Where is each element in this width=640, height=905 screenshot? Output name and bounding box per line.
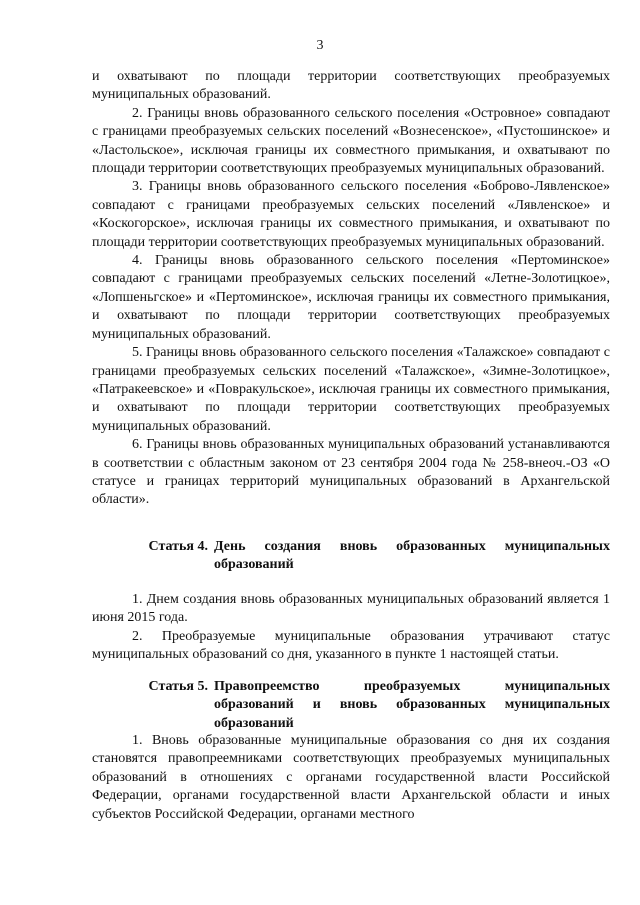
article-4-label: Статья 4. bbox=[148, 539, 208, 554]
article-4-body bbox=[92, 591, 610, 665]
paragraph-2: 2. Границы вновь образованного сельского поселения «Островное» совпадают с границами преобразуемых сельских поселений «Вознесенское», «Пустошинское» и «Ластольское», исключая границы их совместного примыкания, и охватывают по площади территории соответствующих преобразуемых муниципальных образований. bbox=[92, 105, 610, 177]
article-4-paragraph-1: 1. Днем создания вновь образованных муниципальных образований является 1 июня 2015 года. bbox=[92, 592, 610, 626]
article-4-heading bbox=[92, 538, 610, 575]
page-number: 3 bbox=[316, 38, 324, 53]
article-5-paragraph-1: 1. Вновь образованные муниципальные образования со дня их создания становятся правопреемниками соответствующих преобразуемых муниципальных образований в отношениях с органами государственной власти Российской Федерации, органами государственной власти Архангельской области и иных субъектов Российской Федерации, органами местного bbox=[92, 733, 610, 822]
article-5-heading bbox=[92, 678, 610, 733]
paragraph-3: 3. Границы вновь образованного сельского поселения «Боброво-Лявленское» совпадают с границами преобразуемых сельских поселений «Лявленское» и «Коскогорское», исключая границы их совместного примыкания, и охватывают по площади территории соответствующих преобразуемых муниципальных образований. bbox=[92, 179, 610, 250]
paragraph-4: 4. Границы вновь образованного сельского поселения «Пертоминское» совпадают с границами преобразуемых сельских поселений «Летне-Золотицкое», «Лопшеньгское» и «Пертоминское», исключая границы их совместного примыкания, и охватывают по площади территории соответствующих преобразуемых муниципальных образований. bbox=[92, 253, 610, 342]
paragraph-5: 5. Границы вновь образованного сельского поселения «Талажское» совпадают с границами преобразуемых сельских поселений «Талажское», «Зимне-Золотицкое», «Патракеевское» и «Повракульское», исключая границы их совместного примыкания, и охватывают по площади территории соответствующих преобразуемых муниципальных образований. bbox=[92, 345, 610, 434]
article-4-title: День создания вновь образованных муниципальных образований bbox=[214, 539, 610, 573]
article-5-body bbox=[92, 732, 610, 824]
section-top bbox=[92, 68, 610, 510]
paragraph-6: 6. Границы вновь образованных муниципальных образований устанавливаются в соответствии с областным законом от 23 сентября 2004 года № 258-внеоч.-ОЗ «О статусе и границах территорий муниципальных образований в Архангельской области». bbox=[92, 437, 610, 508]
paragraph-continuation: и охватывают по площади территории соответствующих преобразуемых муниципальных образований. bbox=[92, 69, 610, 103]
article-5-title: Правопреемство преобразуемых муниципальных образований и вновь образованных муниципальных образований bbox=[214, 679, 610, 731]
article-5-label: Статья 5. bbox=[148, 679, 208, 694]
article-4-paragraph-2: 2. Преобразуемые муниципальные образования утрачивают статус муниципальных образований со дня, указанного в пункте 1 настоящей статьи. bbox=[92, 628, 610, 663]
